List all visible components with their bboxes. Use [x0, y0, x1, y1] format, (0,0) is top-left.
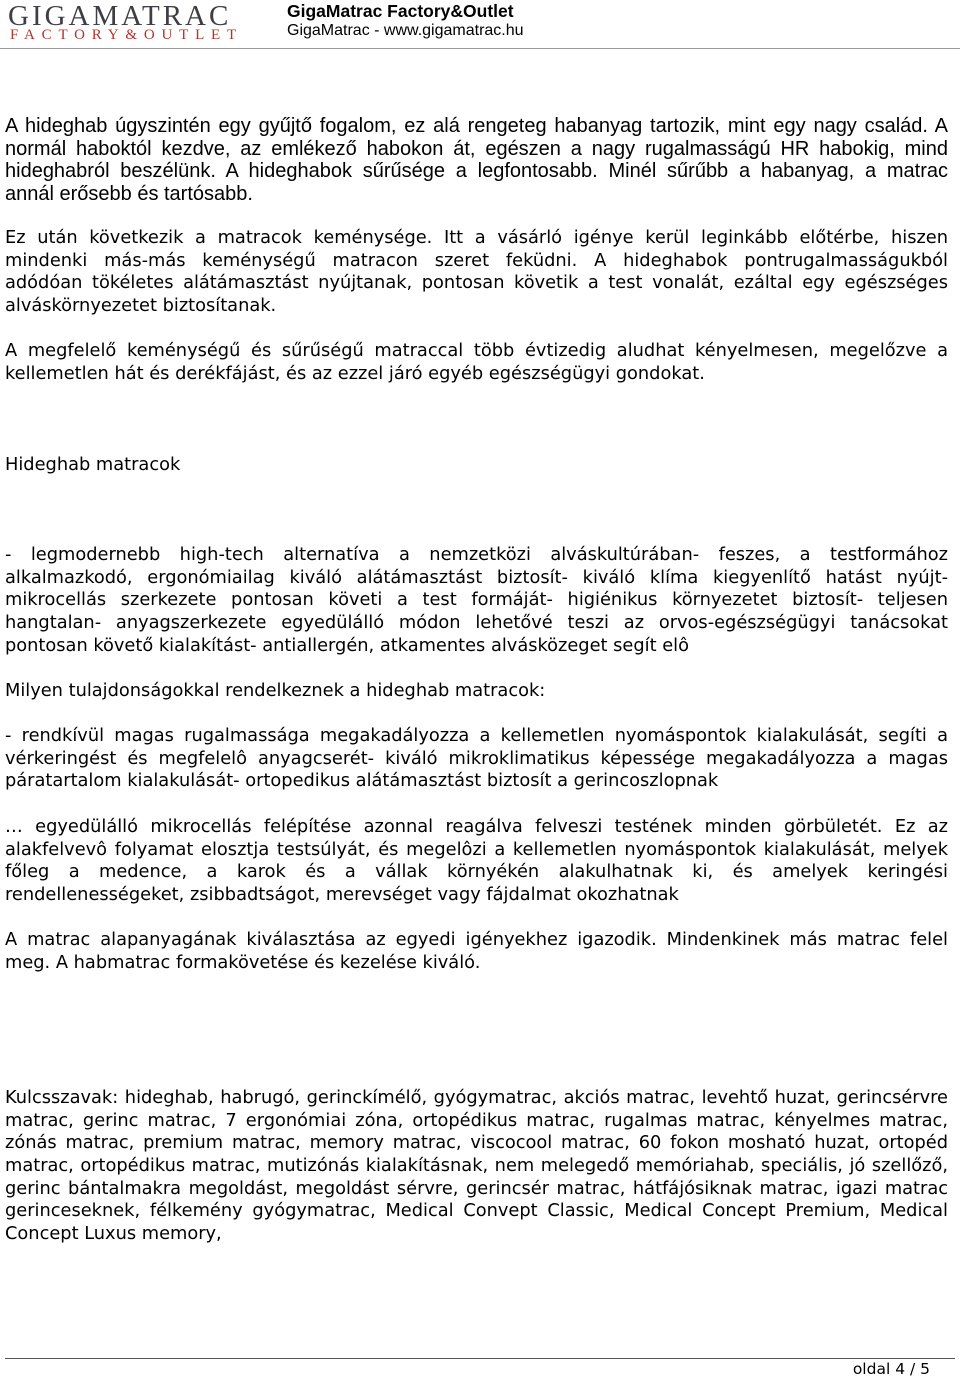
page-number: oldal 4 / 5 [852, 1360, 930, 1378]
text-line: Kulcsszavak: hideghab, habrugó, gerinckímélő, gyógymatrac, akciós matrac, levehtő huzat, gerincsérvre [5, 1087, 948, 1108]
logo-tagline: FACTORY&OUTLET [10, 27, 243, 43]
text-line: Hideghab matracok [5, 454, 181, 475]
site-subtitle: GigaMatrac - www.gigamatrac.hu [287, 22, 524, 39]
text-line: meg. A habmatrac formakövetése és kezelése kiváló. [5, 951, 481, 973]
text-line: - rendkívül magas rugalmassága megakadályozza a kellemetlen nyomáspontok kialakulását, segíti a [5, 725, 948, 746]
paragraph [5, 680, 948, 703]
gigamatrac-logo [8, 2, 258, 44]
text-line: annál erősebb és tartósabb. [5, 183, 253, 206]
text-line: páratartalom kialakulását- ortopedikus alátámasztást biztosít a gerincoszlopnak [5, 770, 719, 792]
text-line: Concept Luxus memory, [5, 1223, 222, 1245]
paragraph [5, 115, 948, 206]
logo-wordmark: GIGAMATRAC [8, 0, 232, 32]
text-line: zónás matrac, premium matrac, memory matrac, viscocool matrac, 60 fokon mosható huzat, ortopéd [5, 1132, 948, 1154]
paragraph [5, 544, 948, 657]
header-divider [0, 48, 960, 49]
text-line: alváskörnyezetet biztosítanak. [5, 295, 277, 317]
text-line: mindenki más-más keménységű matracon szeret feküdni. A hideghabok pontrugalmasságukból [5, 249, 948, 271]
paragraph [5, 340, 948, 385]
paragraph [5, 816, 948, 907]
text-line: főleg a medence, a karok és a vállak környékén alakulhatnak ki, és amelyek keringési [5, 861, 948, 883]
paragraph [5, 929, 948, 974]
text-line: vérkeringést és megfelelô anyagcserét- kiváló mikroklimatikus képessége megakadályozza a magas [5, 747, 948, 769]
text-line: gerinceseknek, félkemény gyógymatrac, Medical Convept Classic, Medical Concept Premium, Medical [5, 1200, 948, 1222]
text-line: A matrac alapanyagának kiválasztása az egyedi igényekhez igazodik. Mindenkinek más matrac felel [5, 929, 948, 950]
text-line: - legmodernebb high-tech alternatíva a nemzetközi alváskultúrában- feszes, a testformához [5, 544, 948, 565]
text-line: gerinc bántalmakra megoldást, megoldást sérvre, gerincsér matrac, hátfájósiknak matrac, igazi matrac [5, 1177, 948, 1199]
text-line: A hideghab úgyszintén egy gyűjtő fogalom, ez alá rengeteg habanyag tartozik, mint egy nagy család. A [5, 115, 948, 137]
text-line: pontosan követő kialakítást- antiallergén, atkamentes alvásközeget segít elô [5, 634, 689, 656]
site-title: GigaMatrac Factory&Outlet [287, 1, 514, 21]
text-line: Ez után következik a matracok keménysége. Itt a vásárló igénye kerül leginkább előtérbe, hiszen [5, 227, 948, 248]
text-line: kellemetlen hát és derékfájást, és az ezzel járó egyéb egészségügyi gondokat. [5, 362, 705, 384]
text-line: hideghabról beszélünk. A hideghabok sűrűsége a legfontosabb. Minél sűrűbb a habanyag, a matrac [5, 160, 948, 183]
text-line: hangtalan- anyagszerkezete egyedülálló módon lehetővé teszi az orvos-egészségügyi tanácsokat [5, 612, 948, 634]
text-line: alkalmazkodó, ergonómiailag kiváló alátámasztást biztosít- kiváló klíma kiegyenlítő hatást nyújt- [5, 566, 948, 588]
text-line: A megfelelő keménységű és sűrűségű matraccal több évtizedig aludhat kényelmesen, megelőzve a [5, 340, 948, 361]
text-line: alakfelvevô folyamat elosztja testsúlyát, és megelôzi a kellemetlen nyomáspontok kialakulását, melyek [5, 838, 948, 860]
text-line: adódóan tökéletes alátámasztást nyújtanak, pontosan követik a test vonalát, ezáltal egy egészséges [5, 272, 948, 294]
paragraph [5, 454, 948, 477]
text-line: matrac, ortopédikus matrac, mutizónás kialakításnak, nem melegedő memóriahab, speciális, jó szellőző, [5, 1155, 948, 1177]
paragraph [5, 725, 948, 793]
paragraph [5, 1087, 948, 1246]
text-line: rendellenességeket, zsibbadtságot, merevséget vagy fájdalmat okozhatnak [5, 884, 679, 906]
paragraph [5, 227, 948, 318]
text-line: … egyedülálló mikrocellás felépítése azonnal reagálva felveszi testének minden görbületét. Ez az [5, 816, 948, 837]
text-line: mikrocellás szerkezete pontosan követi a test formáját- higiénikus környezetet biztosít- teljesen [5, 589, 948, 611]
text-line: normál haboktól kezdve, az emlékező habokon át, egészen a nagy rugalmasságú HR habokig, mind [5, 137, 948, 160]
text-line: matrac, gerinc matrac, 7 ergonómiai zóna, ortopédikus matrac, rugalmas matrac, kényelmes matrac, [5, 1109, 948, 1131]
text-line: Milyen tulajdonságokkal rendelkeznek a hideghab matracok: [5, 680, 546, 701]
footer-divider [5, 1358, 955, 1359]
